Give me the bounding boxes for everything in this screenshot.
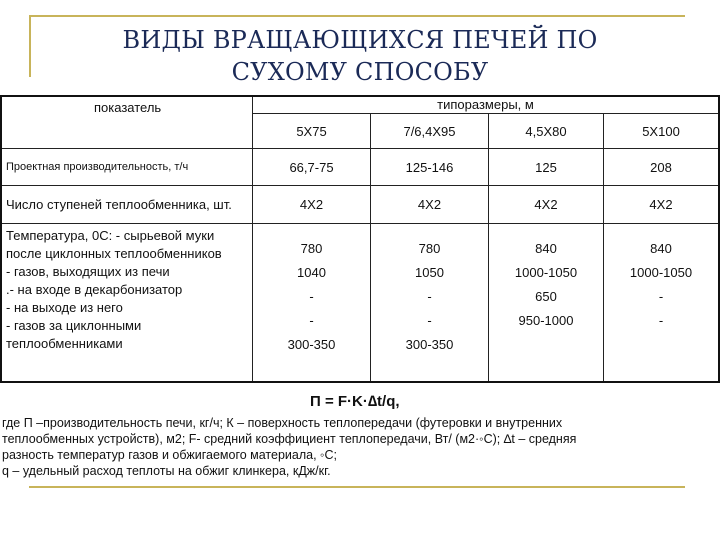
header-sizes: типоразмеры, м xyxy=(253,96,720,114)
title-line-1: ВИДЫ ВРАЩАЮЩИХСЯ ПЕЧЕЙ ПО xyxy=(122,26,598,54)
cell-value: - xyxy=(427,289,432,304)
temp-values-col-4 xyxy=(604,224,720,382)
table-row xyxy=(1,186,719,224)
table-row xyxy=(1,149,719,186)
cell-value: 780 xyxy=(300,241,323,256)
cell-value: - xyxy=(309,289,314,304)
temp-line: - газов, выходящих из печи xyxy=(6,264,170,279)
temp-values-col-3 xyxy=(489,224,604,382)
frame-top-line xyxy=(29,15,685,17)
cell-value: 4Х2 xyxy=(371,186,489,224)
row-label: Проектная производительность, т/ч xyxy=(1,149,253,186)
cell-value: - xyxy=(427,313,432,328)
cell-value: 4Х2 xyxy=(604,186,720,224)
temp-line: - газов за циклонными xyxy=(6,318,142,333)
cell-value: 650 xyxy=(535,289,557,304)
cell-value: 780 xyxy=(418,241,441,256)
cell-value: 4Х2 xyxy=(489,186,604,224)
cell-value: 66,7-75 xyxy=(253,149,371,186)
size-col-2: 7/6,4Х95 xyxy=(371,114,489,149)
cell-value: 950-1000 xyxy=(518,313,574,328)
header-indicator: показатель xyxy=(94,100,162,115)
temp-line: после циклонных теплообменников xyxy=(6,246,222,261)
formula: П = F·K·∆t/q, xyxy=(310,393,400,410)
cell-value: - xyxy=(658,289,664,304)
size-col-4: 5Х100 xyxy=(604,114,720,149)
temp-line: - на выходе из него xyxy=(6,300,123,315)
size-col-3: 4,5Х80 xyxy=(489,114,604,149)
cell-value: 1040 xyxy=(297,265,326,280)
cell-value: - xyxy=(658,313,664,328)
temp-values-col-2 xyxy=(371,224,489,382)
temperature-row xyxy=(1,224,719,382)
frame-vertical-line xyxy=(29,15,31,77)
cell-value: 1000-1050 xyxy=(629,265,693,280)
description-line: где П –производительность печи, кг/ч; К – поверхность теплопередачи (футеровки и внутренних xyxy=(2,416,563,430)
temp-values-col-1 xyxy=(253,224,371,382)
cell-value xyxy=(604,333,718,357)
cell-value: 125-146 xyxy=(371,149,489,186)
cell-value: 300-350 xyxy=(287,337,336,352)
size-col-1: 5Х75 xyxy=(253,114,371,149)
formula-description xyxy=(2,415,702,479)
cell-value: 1050 xyxy=(415,265,444,280)
cell-value: 208 xyxy=(604,149,720,186)
cell-value xyxy=(489,333,603,357)
row-label: Число ступеней теплообменника, шт. xyxy=(1,186,253,224)
cell-value: 1000-1050 xyxy=(514,265,578,280)
cell-value: 4Х2 xyxy=(253,186,371,224)
cell-value: - xyxy=(309,313,314,328)
cell-value: 840 xyxy=(650,241,672,256)
description-line: теплообменных устройств), м2; F- средний коэффициент теплопередачи, Вт/ (м2·◦С); ∆t – средняя xyxy=(2,432,577,446)
header-indicator-cell xyxy=(1,96,253,149)
temp-line: теплообменниками xyxy=(6,336,123,351)
title-line-2: СУХОМУ СПОСОБУ xyxy=(231,58,489,86)
description-line: разность температур газов и обжигаемого материала, ◦С; xyxy=(2,448,337,462)
cell-value: 125 xyxy=(489,149,604,186)
cell-value: 300-350 xyxy=(405,337,454,352)
temp-line: .- на входе в декарбонизатор xyxy=(6,282,183,297)
frame-bottom-line xyxy=(29,486,685,488)
temperature-label xyxy=(1,224,253,382)
temp-line: Температура, 0С: - сырьевой муки xyxy=(6,228,215,243)
description-line: q – удельный расход теплоты на обжиг клинкера, кДж/кг. xyxy=(2,464,331,478)
page-title xyxy=(40,24,680,88)
kiln-specs-table xyxy=(0,95,720,383)
cell-value: 840 xyxy=(535,241,557,256)
